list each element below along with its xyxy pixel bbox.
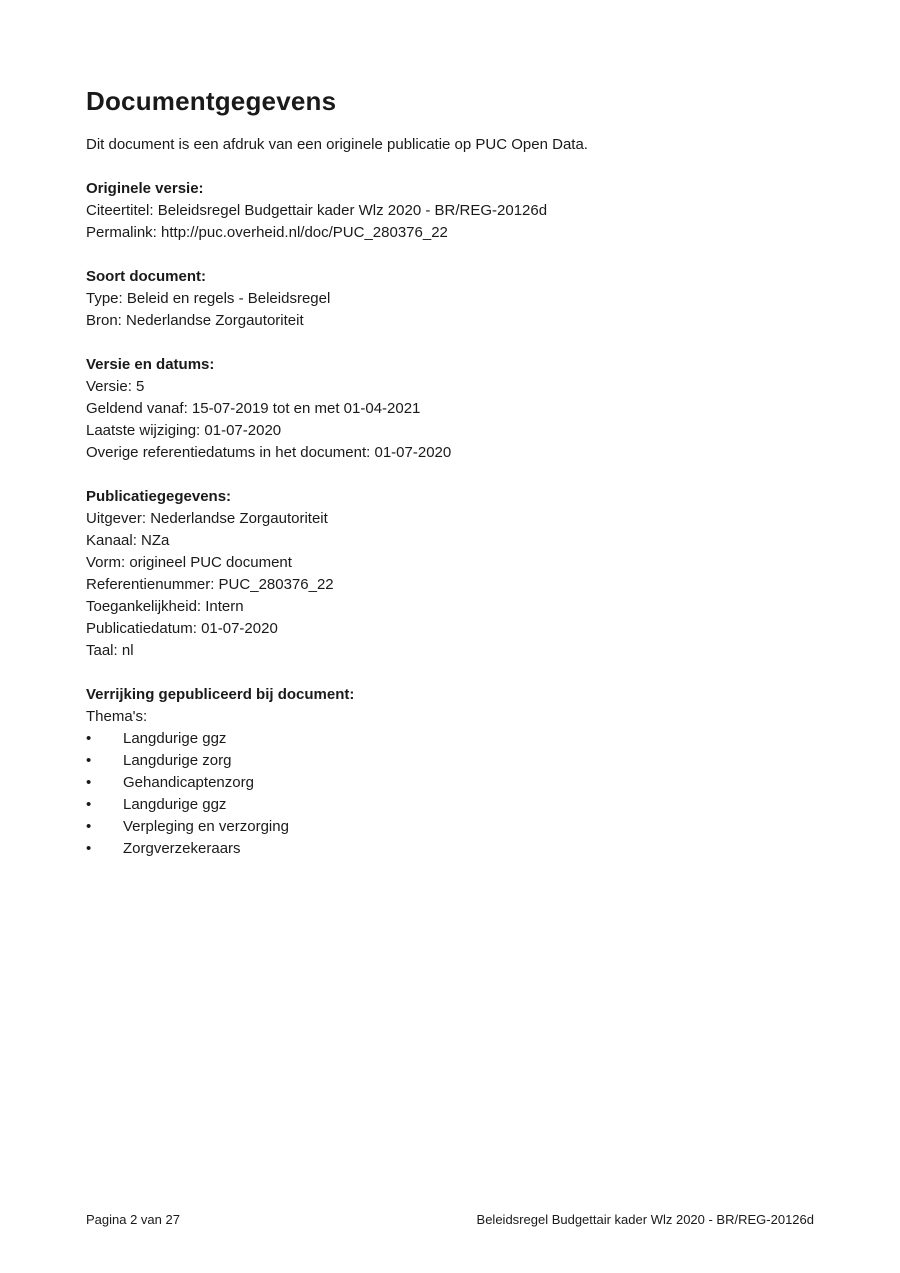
section-originele-versie [86, 178, 814, 244]
section-heading: Publicatiegegevens: [86, 488, 232, 505]
list-item [86, 816, 814, 838]
detail-line-overige-referentiedatums: Overige referentiedatums in het document: 01-07-2020 [86, 444, 452, 461]
list-item [86, 772, 814, 794]
section-publicatiegegevens [86, 486, 814, 662]
detail-line-toegankelijkheid: Toegankelijkheid: Intern [86, 598, 244, 615]
detail-line-permalink: Permalink: http://puc.overheid.nl/doc/PUC_280376_22 [86, 224, 448, 241]
thema-label: Langdurige ggz [123, 796, 227, 813]
detail-line-type: Type: Beleid en regels - Beleidsregel [86, 290, 331, 307]
section-soort-document [86, 266, 814, 332]
document-content [86, 86, 814, 882]
thema-label: Langdurige zorg [123, 752, 232, 769]
detail-line-citeertitel: Citeertitel: Beleidsregel Budgettair kader Wlz 2020 - BR/REG-20126d [86, 202, 548, 219]
thema-label: Langdurige ggz [123, 730, 227, 747]
bullet-icon: • [86, 752, 92, 769]
page-footer [86, 1212, 814, 1228]
bullet-icon: • [86, 774, 92, 791]
thema-label: Gehandicaptenzorg [123, 774, 254, 791]
footer-page-number: Pagina 2 van 27 [86, 1212, 180, 1227]
footer-document-title: Beleidsregel Budgettair kader Wlz 2020 - BR/REG-20126d [476, 1212, 814, 1227]
thema-list [86, 728, 814, 860]
bullet-icon: • [86, 840, 92, 857]
bullet-icon: • [86, 818, 92, 835]
detail-line-publicatiedatum: Publicatiedatum: 01-07-2020 [86, 620, 278, 637]
detail-line-geldend-vanaf: Geldend vanaf: 15-07-2019 tot en met 01-04-2021 [86, 400, 421, 417]
detail-line-uitgever: Uitgever: Nederlandse Zorgautoriteit [86, 510, 328, 527]
list-item [86, 750, 814, 772]
detail-line-themas: Thema's: [86, 708, 148, 725]
thema-label: Zorgverzekeraars [123, 840, 241, 857]
detail-line-versie: Versie: 5 [86, 378, 145, 395]
section-verrijking [86, 684, 814, 860]
section-heading: Versie en datums: [86, 356, 215, 373]
detail-line-vorm: Vorm: origineel PUC document [86, 554, 292, 571]
intro-text: Dit document is een afdruk van een originele publicatie op PUC Open Data. [86, 136, 588, 153]
list-item [86, 728, 814, 750]
detail-line-referentienummer: Referentienummer: PUC_280376_22 [86, 576, 334, 593]
detail-line-kanaal: Kanaal: NZa [86, 532, 170, 549]
section-heading: Verrijking gepubliceerd bij document: [86, 686, 355, 703]
bullet-icon: • [86, 796, 92, 813]
detail-line-bron: Bron: Nederlandse Zorgautoriteit [86, 312, 304, 329]
section-heading: Soort document: [86, 268, 206, 285]
detail-line-laatste-wijziging: Laatste wijziging: 01-07-2020 [86, 422, 282, 439]
section-versie-en-datums [86, 354, 814, 464]
list-item [86, 838, 814, 860]
section-heading: Originele versie: [86, 180, 204, 197]
page-title: Documentgegevens [86, 86, 337, 116]
thema-label: Verpleging en verzorging [123, 818, 289, 835]
detail-line-taal: Taal: nl [86, 642, 134, 659]
bullet-icon: • [86, 730, 92, 747]
list-item [86, 794, 814, 816]
